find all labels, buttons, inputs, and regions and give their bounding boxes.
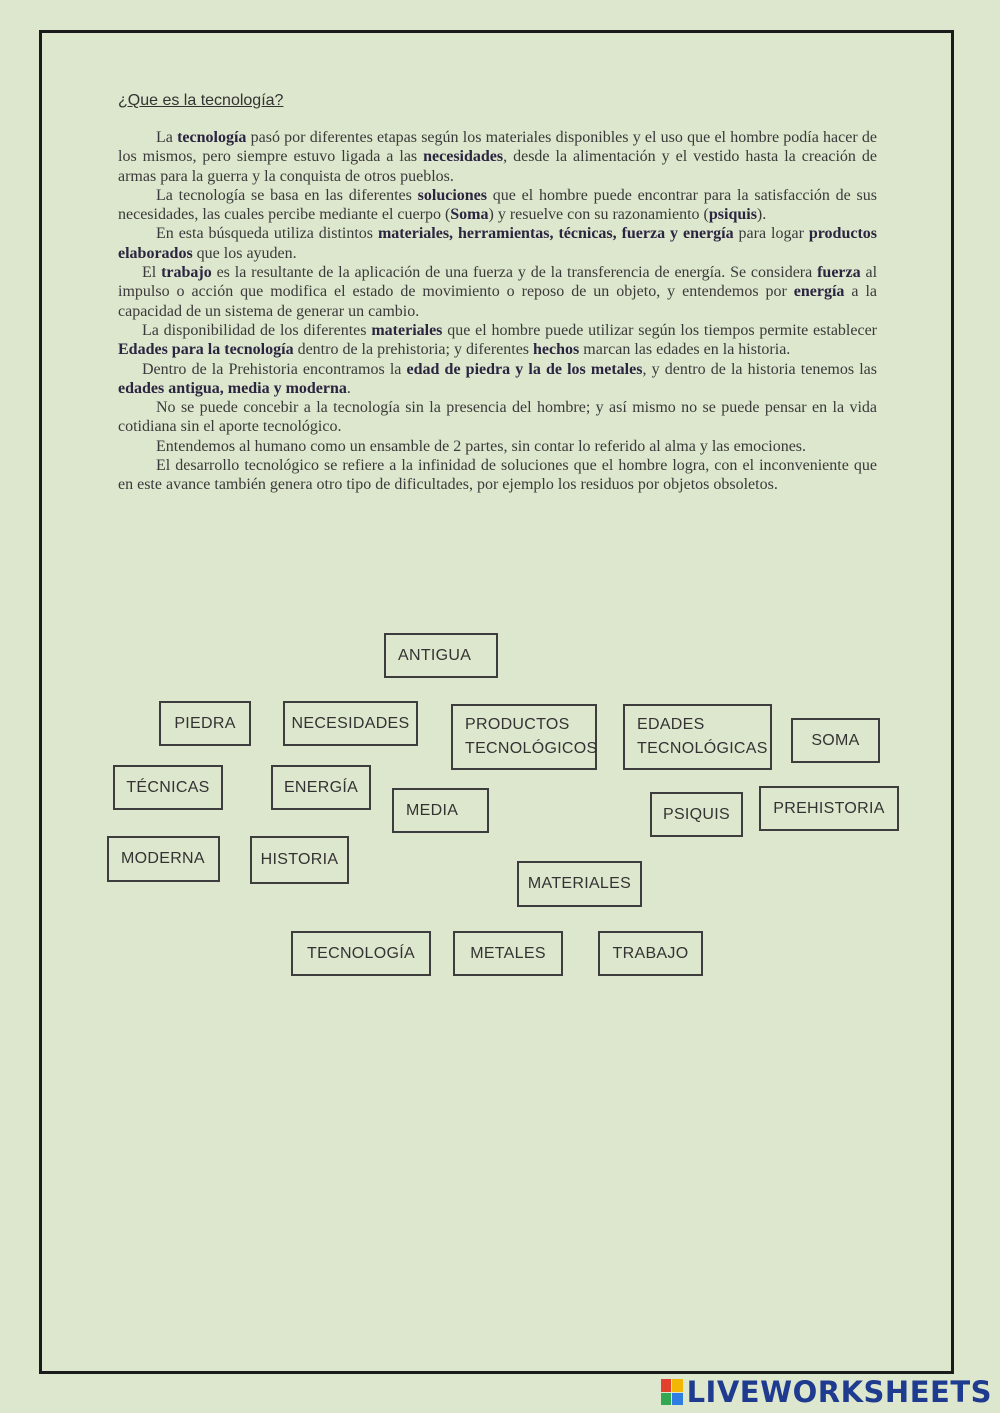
liveworksheets-mark-icon xyxy=(661,1379,683,1405)
paragraph xyxy=(118,360,877,399)
text-run: No se puede concebir a la tecnología sin la presencia del hombre; y así mismo no se puede pensar en la vida cotidiana sin el aporte tecnológico. xyxy=(118,399,877,436)
mark-square xyxy=(672,1393,683,1406)
word-card-media[interactable]: MEDIA xyxy=(392,788,489,833)
paragraph xyxy=(118,128,877,186)
word-card-trabajo[interactable]: TRABAJO xyxy=(598,931,703,976)
text-run: ) y resuelve con su razonamiento ( xyxy=(488,206,709,224)
key-term: fuerza xyxy=(817,264,861,282)
reading-passage xyxy=(118,128,877,495)
word-card-prehistoria[interactable]: PREHISTORIA xyxy=(759,786,899,831)
text-run: Entendemos al humano como un ensamble de 2 partes, sin contar lo referido al alma y las emociones. xyxy=(156,437,807,455)
text-run: El xyxy=(142,264,162,282)
key-term: tecnología xyxy=(177,129,247,146)
text-run: El desarrollo tecnológico se refiere a la infinidad de soluciones que el hombre logra, con el inconveniente que en este avance también genera otro tipo de dificultades, por ejemplo los residuos por objetos obsoletos. xyxy=(118,457,877,494)
key-term: edades antigua, media y moderna xyxy=(118,379,347,397)
text-run: para logar xyxy=(733,225,809,243)
text-run: pasó por diferentes etapas según los materiales disponibles y el uso que el hombre podía hacer de los mismos, pero siempre estuvo ligada a las xyxy=(118,129,878,166)
key-term: psiquis xyxy=(708,206,757,224)
paragraph xyxy=(118,437,877,456)
text-run: que el hombre puede encontrar para la satisfacción de sus necesidades, las cuales percibe mediante el cuerpo ( xyxy=(118,186,877,224)
word-card-historia[interactable]: HISTORIA xyxy=(250,836,349,884)
word-card-piedra[interactable]: PIEDRA xyxy=(159,701,251,746)
paragraph xyxy=(118,398,877,437)
mark-square xyxy=(661,1393,672,1406)
key-term: materiales xyxy=(371,321,443,339)
word-card-necesidades[interactable]: NECESIDADES xyxy=(283,701,418,746)
key-term: Edades para la tecnología xyxy=(118,341,294,359)
key-term: edad de piedra y la de los metales xyxy=(406,360,643,378)
word-card-metales[interactable]: METALES xyxy=(453,931,563,976)
liveworksheets-logo[interactable] xyxy=(661,1375,992,1409)
key-term: energía xyxy=(793,283,845,301)
text-run: Dentro de la Prehistoria encontramos la xyxy=(142,360,407,378)
text-run: ). xyxy=(756,206,767,224)
word-card-tecnologia[interactable]: TECNOLOGÍA xyxy=(291,931,431,976)
text-run: que los ayuden. xyxy=(192,244,297,262)
text-run: es la resultante de la aplicación de una fuerza y de la transferencia de energía. Se considera xyxy=(211,264,818,282)
text-run: La tecnología se basa en las diferentes xyxy=(156,186,418,204)
word-card-soma[interactable]: SOMA xyxy=(791,718,880,763)
key-term: hechos xyxy=(533,341,580,359)
text-run: al impulso o acción que modifica el estado de movimiento o reposo de un objeto, y entendemos por xyxy=(118,264,878,301)
key-term: necesidades xyxy=(423,148,504,166)
paragraph xyxy=(118,224,877,263)
liveworksheets-wordmark: LIVEWORKSHEETS xyxy=(686,1375,992,1409)
worksheet-title: ¿Que es la tecnología? xyxy=(118,92,284,109)
text-run: La disponibilidad de los diferentes xyxy=(142,321,372,339)
key-term: trabajo xyxy=(161,264,212,282)
word-card-moderna[interactable]: MODERNA xyxy=(107,836,220,882)
paragraph xyxy=(118,263,877,321)
text-run: , desde la alimentación y el vestido hasta la creación de armas para la guerra y la conquista de otros pueblos. xyxy=(118,148,878,185)
text-run: . xyxy=(346,379,351,397)
word-card-edades-tecnologicas[interactable]: EDADES TECNOLÓGICAS xyxy=(623,704,772,770)
word-card-materiales[interactable]: MATERIALES xyxy=(517,861,642,907)
text-run: marcan las edades en la historia. xyxy=(579,341,791,359)
word-card-productos-tecnologicos[interactable]: PRODUCTOS TECNOLÓGICOS xyxy=(451,704,597,770)
word-card-antigua[interactable]: ANTIGUA xyxy=(384,633,498,678)
text-run: dentro de la prehistoria; y diferentes xyxy=(293,341,534,359)
word-card-tecnicas[interactable]: TÉCNICAS xyxy=(113,765,223,810)
text-run: que el hombre puede utilizar según los tiempos permite establecer xyxy=(442,321,878,339)
key-term: productos elaborados xyxy=(118,225,878,262)
text-run: En esta búsqueda utiliza distintos xyxy=(156,225,378,243)
paragraph xyxy=(118,456,877,495)
paragraph xyxy=(118,186,877,225)
key-term: soluciones xyxy=(417,186,487,204)
mark-square xyxy=(672,1379,683,1392)
word-card-psiquis[interactable]: PSIQUIS xyxy=(650,792,743,837)
text-run: a la capacidad de un sistema de generar un cambio. xyxy=(118,283,877,320)
paragraph xyxy=(118,321,877,360)
key-term: materiales, herramientas, técnicas, fuerza y energía xyxy=(377,225,734,243)
text-run: La xyxy=(156,129,178,146)
text-run: , y dentro de la historia tenemos las xyxy=(642,360,878,378)
word-card-energia[interactable]: ENERGÍA xyxy=(271,765,371,810)
key-term: Soma xyxy=(450,206,489,224)
mark-square xyxy=(661,1379,672,1392)
